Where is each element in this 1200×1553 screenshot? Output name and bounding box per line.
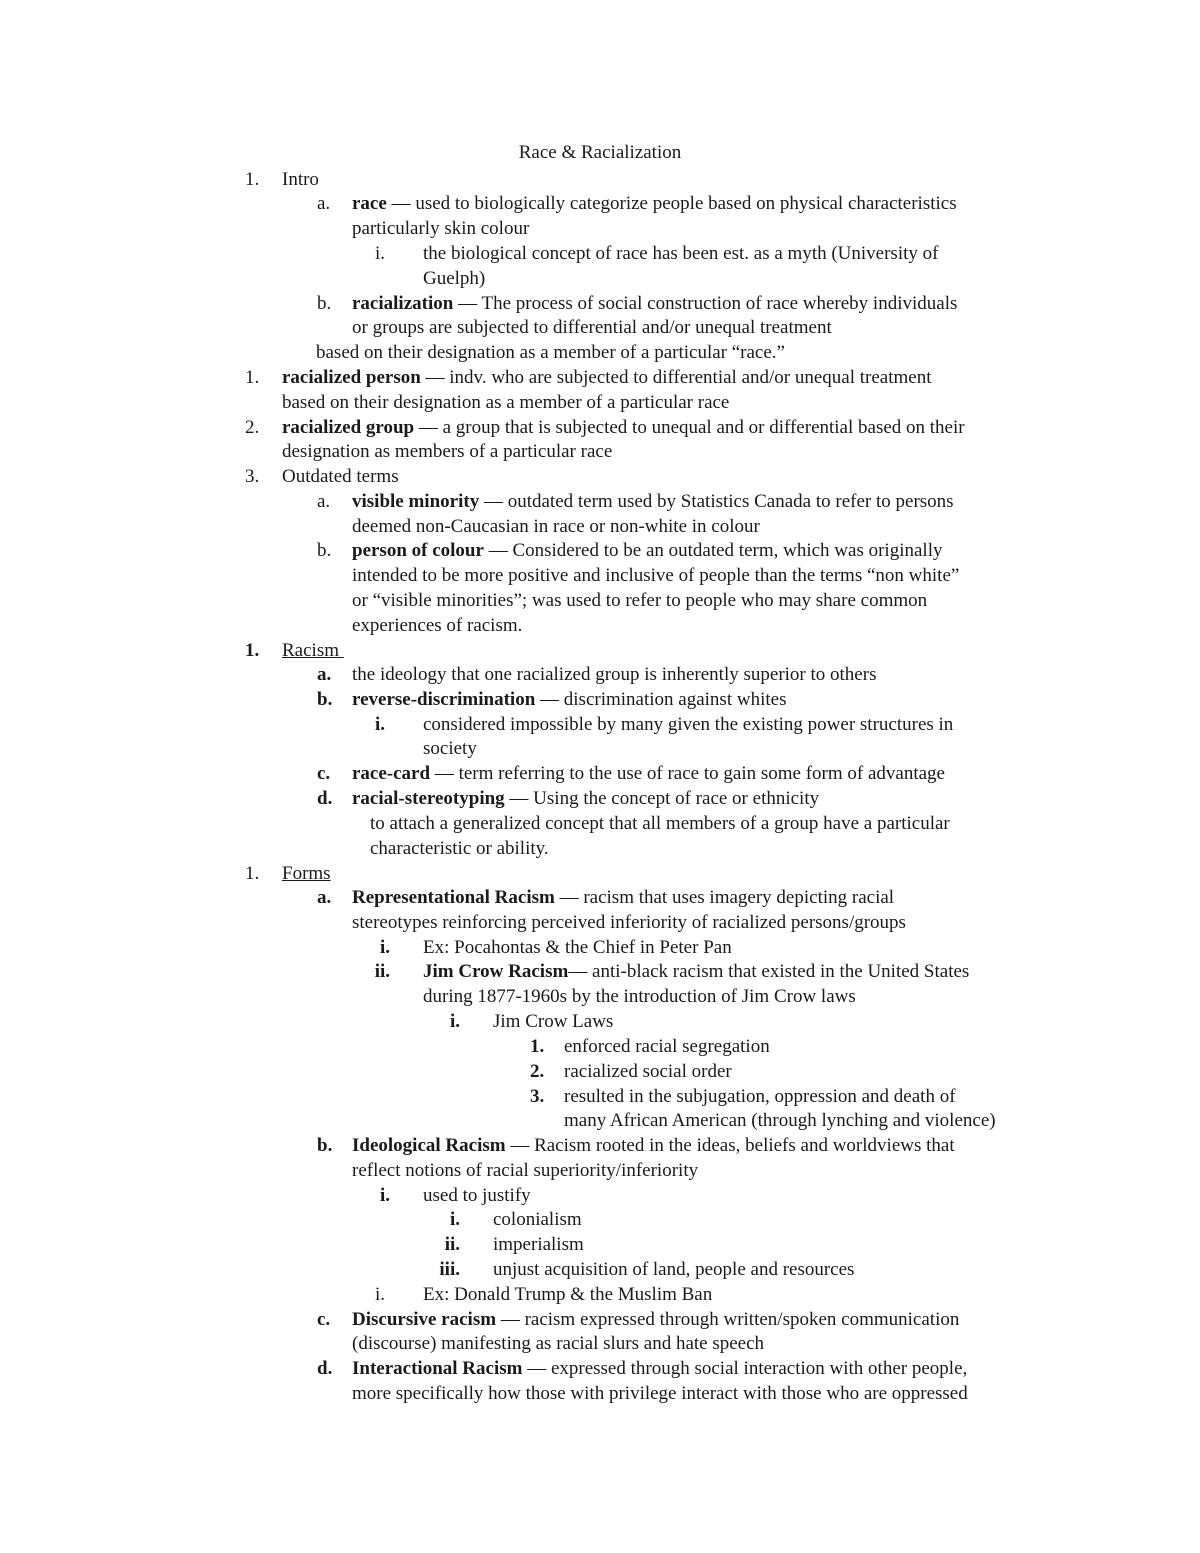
list-marker: b. [317,1135,333,1156]
definition-text: — Using the concept of race or ethnicity [504,788,820,809]
list-marker: d. [317,1358,333,1379]
term-race-card: race-card [352,763,431,784]
definition-text: — anti-black racism that existed in the United States [568,961,970,982]
list-item: Ex: Donald Trump & the Muslim Ban [423,1284,713,1305]
list-marker: 3. [245,466,260,487]
list-marker: c. [317,1309,331,1330]
list-marker: 3. [530,1086,545,1107]
list-item: racialized social order [564,1061,732,1082]
list-marker: b. [317,293,332,314]
definition-continuation: more specifically how those with privilege interact with those who are oppressed [352,1383,968,1404]
section-heading-forms: Forms [282,863,331,884]
definition-continuation: (discourse) manifesting as racial slurs and hate speech [352,1333,765,1354]
definition-continuation: or groups are subjected to differential and/or unequal treatment [352,317,832,338]
list-marker: b. [317,540,332,561]
definition-continuation: based on their designation as a member of a particular race [282,392,730,413]
list-item: unjust acquisition of land, people and resources [493,1259,855,1280]
definition-text: — Considered to be an outdated term, which was originally [483,540,943,561]
list-marker: 2. [530,1061,545,1082]
list-item: imperialism [493,1234,584,1255]
definition-continuation: designation as members of a particular race [282,441,613,462]
list-item-continuation: society [423,738,477,759]
definition-text: — term referring to the use of race to gain some form of advantage [430,763,945,784]
list-marker: a. [317,664,332,685]
list-item [352,1308,959,1333]
list-item [352,787,819,812]
list-marker: a. [317,193,331,214]
term-person-of-colour: person of colour [352,540,484,561]
list-item [352,688,786,713]
list-item [423,960,969,985]
list-item-continuation: many African American (through lynching and violence) [564,1110,996,1131]
list-item [352,490,954,515]
list-marker: 1. [245,367,260,388]
list-marker: d. [317,788,333,809]
term-interactional-racism: Interactional Racism [352,1358,523,1379]
list-marker: i. [375,714,386,735]
definition-continuation: deemed non-Caucasian in race or non-white in colour [352,516,760,537]
list-item [352,762,945,787]
definition-text: — racism expressed through written/spoken communication [496,1309,960,1330]
list-marker: i. [379,1185,390,1206]
list-marker: a. [317,887,332,908]
section-heading-outdated-terms: Outdated terms [282,466,399,487]
list-item: enforced racial segregation [564,1036,770,1057]
list-marker: c. [317,763,331,784]
list-item [352,1357,967,1382]
list-marker: a. [317,491,331,512]
term-reverse-discrimination: reverse-discrimination [352,689,536,710]
term-racialized-group: racialized group [282,417,415,438]
definition-text: — outdated term used by Statistics Canada to refer to persons [479,491,954,512]
term-representational-racism: Representational Racism [352,887,555,908]
document-title: Race & Racialization [518,142,682,163]
definition-text: — expressed through social interaction with other people, [522,1358,968,1379]
list-marker: 1. [245,169,260,190]
list-marker: i. [375,243,386,264]
list-marker: i. [449,1011,460,1032]
list-marker: i. [379,937,390,958]
list-item [282,366,932,391]
term-racialization: racialization [352,293,454,314]
list-marker: 2. [245,417,260,438]
term-ideological-racism: Ideological Racism [352,1135,506,1156]
list-item [282,416,965,441]
list-marker: ii. [374,961,390,982]
list-item: Ex: Pocahontas & the Chief in Peter Pan [423,937,732,958]
list-item: used to justify [423,1185,531,1206]
list-marker: 1. [530,1036,545,1057]
list-item [352,292,957,317]
list-item [352,886,894,911]
section-heading-intro: Intro [282,169,319,190]
definition-continuation: experiences of racism. [352,615,523,636]
list-item [352,539,942,564]
definition-text: — a group that is subjected to unequal and or differential based on their [414,417,965,438]
section-heading-racism: Racism [282,640,344,661]
list-item: Jim Crow Laws [493,1011,614,1032]
list-item-continuation: Guelph) [423,268,486,289]
list-item [352,1134,955,1159]
list-item [352,192,957,217]
definition-text: — The process of social construction of race whereby individuals [453,293,958,314]
list-marker: iii. [439,1259,460,1280]
list-marker: 1. [245,863,260,884]
term-racialized-person: racialized person [282,367,421,388]
term-jim-crow-racism: Jim Crow Racism [423,961,569,982]
definition-continuation: intended to be more positive and inclusive of people than the terms “non white” [352,565,960,586]
definition-continuation: to attach a generalized concept that all members of a group have a particular [370,813,950,834]
definition-text: — used to biologically categorize people based on physical characteristics [386,193,957,214]
list-marker: i. [449,1209,460,1230]
definition-continuation: or “visible minorities”; was used to refer to people who may share common [352,590,928,611]
definition-continuation: during 1877-1960s by the introduction of Jim Crow laws [423,986,856,1007]
list-marker: i. [375,1284,386,1305]
term-visible-minority: visible minority [352,491,480,512]
list-item: the ideology that one racialized group is inherently superior to others [352,664,877,685]
list-item: considered impossible by many given the existing power structures in [423,714,954,735]
list-item: colonialism [493,1209,582,1230]
definition-continuation: reflect notions of racial superiority/inferiority [352,1160,699,1181]
definition-text: — Racism rooted in the ideas, beliefs and worldviews that [505,1135,955,1156]
list-item: resulted in the subjugation, oppression and death of [564,1086,956,1107]
list-marker: 1. [245,640,260,661]
definition-text: — racism that uses imagery depicting racial [554,887,895,908]
definition-continuation: stereotypes reinforcing perceived inferiority of racialized persons/groups [352,912,906,933]
term-discursive-racism: Discursive racism [352,1309,497,1330]
definition-continuation: based on their designation as a member of a particular “race.” [316,342,785,363]
list-marker: ii. [444,1234,460,1255]
term-racial-stereotyping: racial-stereotyping [352,788,505,809]
list-item: the biological concept of race has been est. as a myth (University of [423,243,939,264]
term-race: race [352,193,387,214]
definition-continuation: characteristic or ability. [370,838,549,859]
definition-text: — indv. who are subjected to differential and/or unequal treatment [420,367,932,388]
definition-text: — discrimination against whites [535,689,787,710]
list-marker: b. [317,689,333,710]
definition-continuation: particularly skin colour [352,218,530,239]
